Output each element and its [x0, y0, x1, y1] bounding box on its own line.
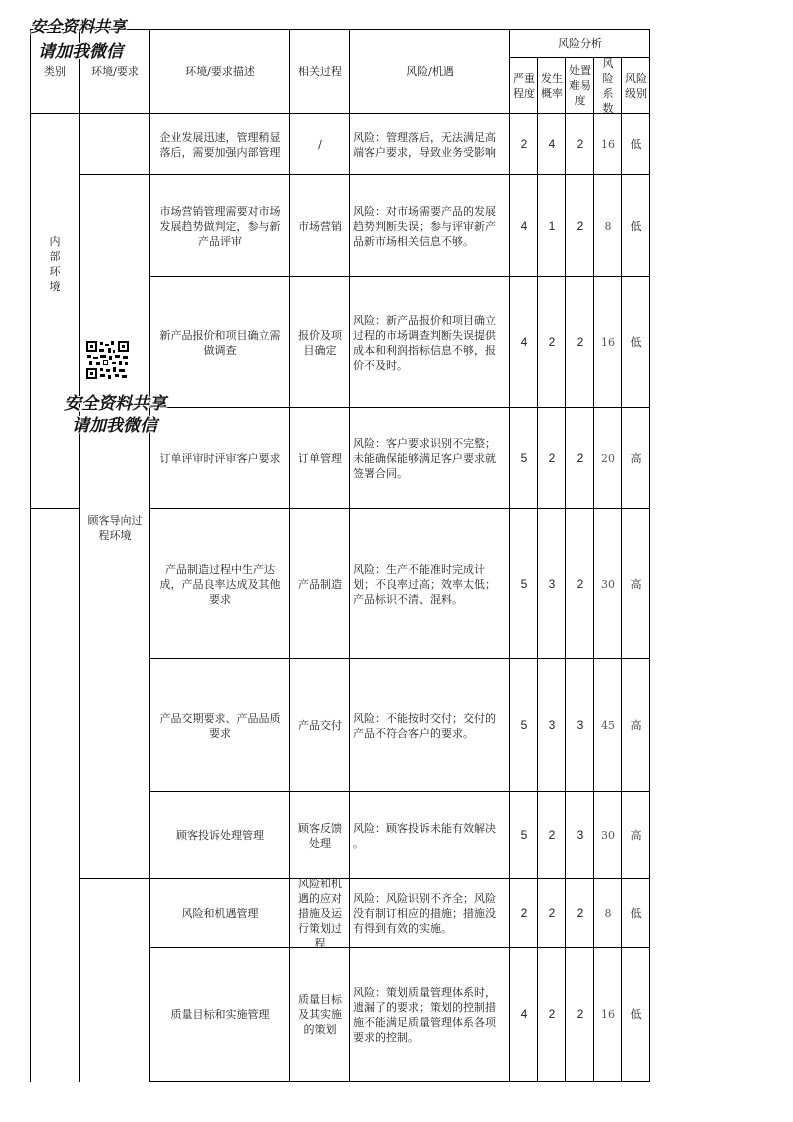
row-severity: 2 — [520, 906, 528, 920]
row-severity: 4 — [520, 335, 528, 349]
header-env-req: 环境/要求 — [91, 65, 139, 78]
row-risk: 风险：不能按时交付；交付的 产品不符合客户的要求。 — [353, 711, 496, 740]
row-process: 产品制造 — [298, 577, 342, 591]
row-process: 产品交付 — [298, 719, 342, 732]
row-level: 低 — [630, 1008, 642, 1021]
row-process: 市场营销 — [298, 219, 342, 233]
row-desc: 顾客投诉处理管理 — [176, 829, 264, 842]
row-probability: 2 — [548, 335, 556, 349]
row-desc: 市场营销管理需要对市场 发展趋势做判定，参与新 产品评审 — [159, 204, 281, 248]
row-difficulty: 3 — [576, 828, 584, 842]
header-risk-analysis: 风险分析 — [558, 36, 602, 50]
row-probability: 3 — [548, 576, 556, 591]
row-desc: 企业发展迅速，管理稍显 落后，需要加强内部管理 — [159, 130, 281, 159]
row-level: 高 — [630, 719, 642, 732]
row-difficulty: 2 — [576, 906, 584, 920]
row-process: 顾客反馈 处理 — [298, 821, 342, 850]
group-customer-env: 顾客导向过 程环境 — [87, 514, 143, 542]
header-level: 风险 级别 — [625, 71, 647, 100]
row-coefficient: 30 — [601, 577, 615, 591]
row-process: 质量目标 及其实施 的策划 — [298, 993, 342, 1036]
row-desc: 产品交期要求、产品品质 要求 — [159, 711, 281, 740]
row-difficulty: 2 — [576, 451, 584, 465]
row-probability: 2 — [548, 451, 556, 465]
row-severity: 4 — [520, 1007, 528, 1021]
row-severity: 5 — [520, 576, 528, 591]
row-level: 高 — [630, 452, 642, 465]
row-coefficient: 30 — [601, 829, 615, 842]
header-desc: 环境/要求描述 — [185, 65, 255, 78]
row-risk: 风险：风险识别不齐全；风险 没有制订相应的措施；措施没 有得到有效的实施。 — [353, 892, 496, 935]
row-probability: 1 — [548, 218, 556, 233]
row-risk: 风险：顾客投诉未能有效解决 。 — [353, 821, 496, 850]
row-coefficient: 20 — [601, 452, 615, 465]
row-risk: 风险：客户要求识别不完整； 未能确保能够满足客户要求就 签署合同。 — [353, 437, 496, 480]
header-difficulty: 处置 难易 度 — [569, 64, 591, 107]
row-coefficient: 8 — [604, 907, 612, 920]
row-difficulty: 2 — [576, 1007, 584, 1021]
row-severity: 5 — [520, 451, 528, 465]
row-risk: 风险：对市场需要产品的发展 趋势判断失误；参与评审新产 品新市场相关信息不够。 — [353, 204, 496, 248]
header-process: 相关过程 — [298, 65, 342, 78]
header-category: 类别 — [44, 65, 66, 78]
row-difficulty: 2 — [576, 137, 584, 151]
row-severity: 5 — [520, 718, 528, 732]
group-internal-env: 内 部 环 境 — [49, 235, 61, 293]
row-severity: 5 — [520, 828, 528, 842]
row-severity: 2 — [520, 137, 528, 151]
row-risk: 风险：新产品报价和项目确立 过程的市场调查判断失误提供 成本和利润指标信息不够，报 价不及时。 — [353, 313, 496, 372]
row-process: 报价及项 目确定 — [298, 328, 342, 357]
row-desc: 订单评审时评审客户要求 — [159, 452, 281, 465]
row-level: 高 — [630, 577, 642, 591]
row-level: 低 — [630, 336, 642, 349]
row-coefficient: 16 — [601, 1008, 615, 1021]
row-coefficient: 16 — [601, 336, 615, 349]
row-probability: 3 — [548, 718, 556, 732]
row-difficulty: 3 — [576, 718, 584, 732]
row-coefficient: 16 — [601, 138, 615, 151]
row-level: 低 — [630, 219, 642, 233]
row-risk: 风险：策划质量管理体系时， 遗漏了的要求；策划的控制措 施不能满足质量管理体系各项 要求的控制。 — [353, 985, 496, 1044]
row-coefficient: 8 — [604, 219, 612, 233]
row-probability: 2 — [548, 1007, 556, 1021]
row-difficulty: 2 — [576, 335, 584, 349]
row-risk: 风险：生产不能准时完成计 划；不良率过高；效率太低； 产品标识不清、混料。 — [353, 562, 496, 606]
row-process: 风险和机 遇的应对 措施及运 行策划过 程 — [298, 877, 342, 950]
header-risk-opportunity: 风险/机遇 — [406, 65, 454, 78]
row-desc: 风险和机遇管理 — [181, 907, 259, 920]
row-difficulty: 2 — [576, 576, 584, 591]
row-process: 订单管理 — [298, 452, 342, 465]
row-severity: 4 — [520, 218, 528, 233]
header-coefficient: 风 险 系 数 — [602, 56, 614, 115]
row-coefficient: 45 — [601, 719, 615, 732]
row-desc: 新产品报价和项目确立需 做调查 — [159, 328, 281, 357]
watermark-top-line2: 请加我微信 — [38, 42, 123, 62]
watermark-mid-line2: 请加我微信 — [72, 416, 157, 436]
row-desc: 质量目标和实施管理 — [170, 1008, 270, 1021]
row-risk: 风险：管理落后，无法满足高 端客户要求，导致业务受影响 — [353, 130, 496, 159]
watermark-mid-line1: 安全资料共享 — [64, 394, 166, 414]
row-probability: 2 — [548, 828, 556, 842]
watermark-top-line1: 安全资料共享 — [30, 17, 127, 36]
row-probability: 2 — [548, 906, 556, 920]
row-desc: 产品制造过程中生产达 成，产品良率达成及其他 要求 — [159, 562, 281, 606]
header-severity: 严重 程度 — [513, 71, 535, 100]
header-probability: 发生 概率 — [541, 71, 563, 100]
row-process: / — [318, 138, 322, 151]
row-level: 低 — [630, 138, 642, 151]
row-level: 低 — [630, 907, 642, 920]
qr-code-icon — [85, 340, 130, 380]
row-probability: 4 — [548, 137, 556, 151]
row-level: 高 — [630, 829, 642, 842]
row-difficulty: 2 — [576, 218, 584, 233]
